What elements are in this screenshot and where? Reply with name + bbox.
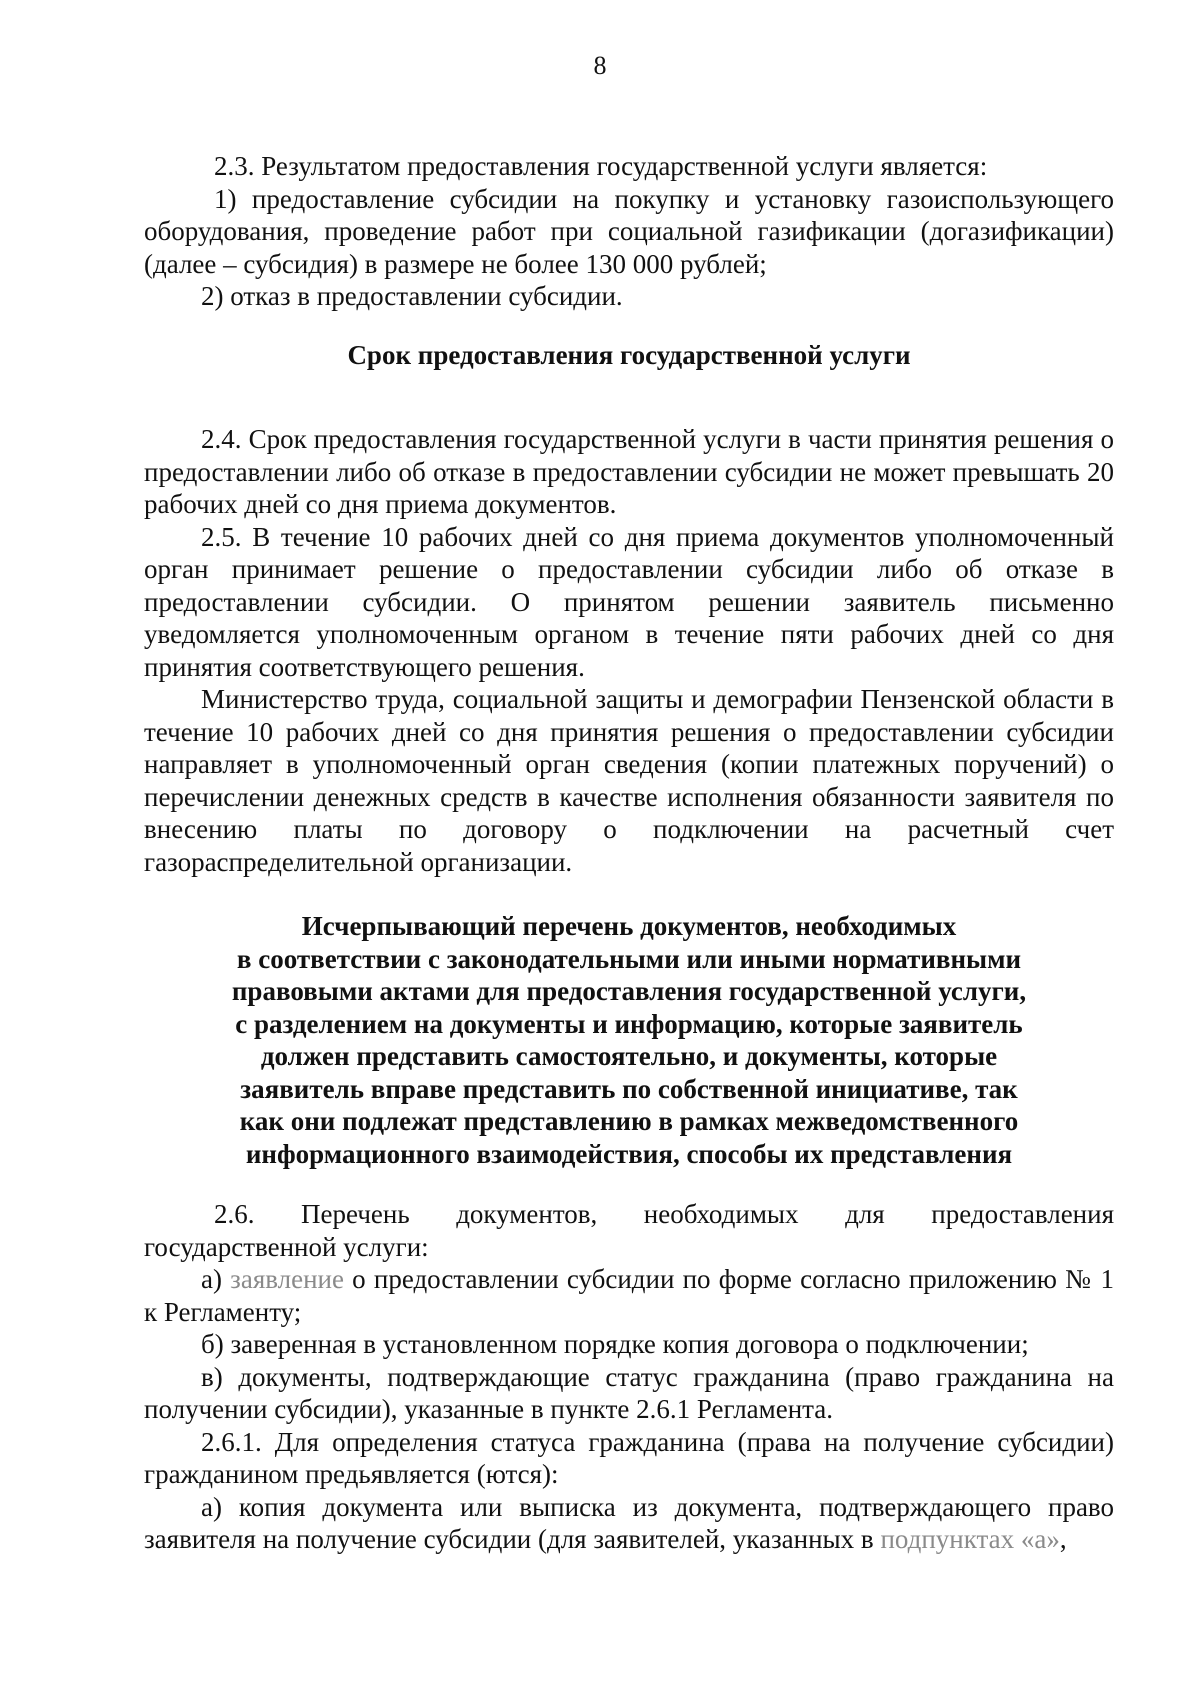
paragraph-2-5: 2.5. В течение 10 рабочих дней со дня приема документов уполномоченный орган принимает решение о предоставлении субсидии либо об отказе в предоставлении субсидии. О принятом решении заявитель письменно уведомляется уполномоченным органом в течение пяти рабочих дней со дня принятия соответствующего решения.: [144, 521, 1114, 682]
heading-line: информационного взаимодействия, способы их представления: [245, 1138, 1013, 1169]
heading-line: с разделением на документы и информацию, которые заявитель: [235, 1008, 1023, 1039]
paragraph-ministry: Министерство труда, социальной защиты и демографии Пензенской области в течение 10 рабочих дней со дня принятия решения о предоставлении субсидии направляет в уполномоченный орган сведения (копии платежных поручений) о перечислении денежных средств в качестве исполнения обязанности заявителя по внесению платы по договору о подключении на расчетный счет газораспределительной организации.: [144, 684, 1114, 877]
heading-line: правовыми актами для предоставления государственной услуги,: [231, 976, 1027, 1006]
heading-line: в соответствии с законодательными или иными нормативными: [236, 943, 1022, 974]
heading-line: заявитель вправе представить по собственной инициативе, так: [240, 1073, 1018, 1104]
heading-line: как они подлежат представлению в рамках межведомственного: [239, 1106, 1019, 1136]
faint-text-run: заявление: [230, 1264, 344, 1294]
heading-line: Исчерпывающий перечень документов, необходимых: [301, 911, 957, 941]
heading-service-term: Срок предоставления государственной услуги: [347, 339, 911, 370]
paragraph-2-6: 2.6. Перечень документов, необходимых для предоставления государственной услуги:: [144, 1199, 1114, 1262]
paragraph-2-6-item-v: в) документы, подтверждающие статус гражданина (право гражданина на получении субсидии), указанные в пункте 2.6.1 Регламента.: [144, 1361, 1114, 1424]
paragraph-2-3: 2.3. Результатом предоставления государственной услуги является:: [214, 151, 988, 181]
paragraph-2-6-1-item-a: [144, 1491, 1114, 1556]
paragraph-2-3-item-1: 1) предоставление субсидии на покупку и установку газоиспользующего оборудования, проведение работ при социальной газификации (догазификации) (далее – субсидия) в размере не более 130 000 рублей;: [144, 183, 1114, 279]
document-body: [144, 150, 1114, 1556]
text-run: о предоставлении субсидии по форме согласно приложению № 1 к Регламенту;: [144, 1264, 1114, 1327]
text-run: ,: [1059, 1524, 1067, 1554]
paragraph-2-6-1: 2.6.1. Для определения статуса гражданина (права на получение субсидии) гражданином предьявляется (ются):: [144, 1426, 1114, 1489]
text-run: а) копия документа или выписка из документа, подтверждающего право заявителя на получение субсидии (для заявителей, указанных в: [144, 1491, 1114, 1554]
text-run: а): [201, 1264, 231, 1294]
faint-text-run: подпунктах «а»: [880, 1524, 1060, 1554]
paragraph-2-6-item-a: [144, 1263, 1114, 1328]
paragraph-2-3-item-2: 2) отказ в предоставлении субсидии.: [201, 281, 623, 311]
heading-line: должен представить самостоятельно, и документы, которые: [260, 1041, 998, 1071]
paragraph-2-4: 2.4. Срок предоставления государственной услуги в части принятия решения о предоставлении либо об отказе в предоставлении субсидии не может превышать 20 рабочих дней со дня приема документов.: [144, 424, 1114, 519]
paragraph-2-6-item-b: б) заверенная в установленном порядке копия договора о подключении;: [201, 1329, 1029, 1359]
page-number: 8: [593, 51, 607, 80]
heading-documents-list: [144, 878, 1114, 1198]
